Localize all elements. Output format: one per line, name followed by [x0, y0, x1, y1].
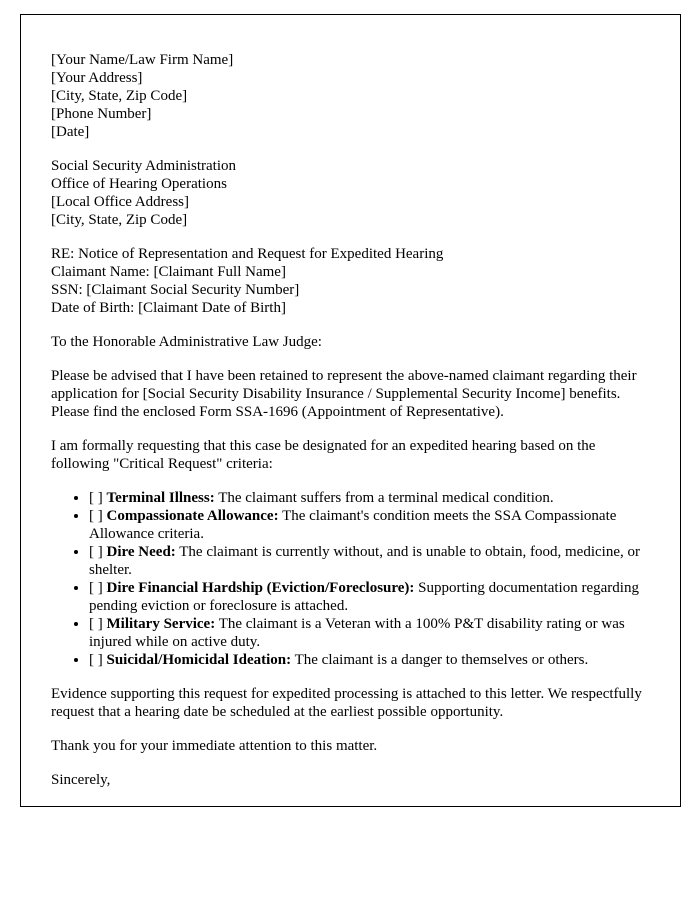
re-subject-block [51, 245, 650, 317]
salutation: To the Honorable Administrative Law Judge: [51, 334, 322, 350]
criterion-item [89, 543, 650, 579]
criterion-label: Military Service: [106, 616, 216, 632]
criterion-label: Dire Financial Hardship (Eviction/Foreclosure): [106, 580, 415, 596]
recipient-address-block [51, 157, 650, 229]
criterion-item [89, 579, 650, 615]
criterion-item [89, 615, 650, 651]
letter-line: [City, State, Zip Code] [51, 88, 188, 104]
letter-line: [City, State, Zip Code] [51, 212, 188, 228]
criterion-item [89, 507, 650, 543]
checkbox-placeholder: [ ] [89, 544, 103, 560]
criterion-label: Compassionate Allowance: [106, 508, 279, 524]
criterion-text: The claimant suffers from a terminal medical condition. [218, 490, 554, 506]
checkbox-placeholder: [ ] [89, 652, 103, 668]
criterion-item [89, 651, 650, 669]
letter-line: RE: Notice of Representation and Request for Expedited Hearing [51, 246, 444, 262]
criterion-text: The claimant's condition meets the SSA Compassionate Allowance criteria. [89, 508, 617, 542]
checkbox-placeholder: [ ] [89, 508, 103, 524]
paragraph-expedited-request: I am formally requesting that this case be designated for an expedited hearing based on the following "Critical Request" criteria: [51, 438, 596, 472]
criterion-text: The claimant is currently without, and is unable to obtain, food, medicine, or shelter. [89, 544, 640, 578]
criteria-list [51, 489, 650, 669]
letter-line: [Your Address] [51, 70, 143, 86]
paragraph-representation: Please be advised that I have been retained to represent the above-named claimant regarding their application for [Social Security Disability Insurance / Supplemental Security Income] benefits. Please find the enclosed Form SSA-1696 (Appointment of Representative). [51, 368, 637, 420]
criterion-text: The claimant is a danger to themselves or others. [294, 652, 589, 668]
criterion-item [89, 489, 650, 507]
sender-address-block [51, 51, 650, 141]
checkbox-placeholder: [ ] [89, 490, 103, 506]
criterion-text: Supporting documentation regarding pending eviction or foreclosure is attached. [89, 580, 639, 614]
criterion-label: Suicidal/Homicidal Ideation: [106, 652, 292, 668]
letter-line: [Phone Number] [51, 106, 152, 122]
letter-page [20, 14, 681, 807]
letter-line: SSN: [Claimant Social Security Number] [51, 282, 300, 298]
letter-line: [Date] [51, 124, 90, 140]
letter-line: Social Security Administration [51, 158, 236, 174]
signoff: Sincerely, [51, 772, 111, 788]
letter-line: Claimant Name: [Claimant Full Name] [51, 264, 286, 280]
criterion-label: Terminal Illness: [106, 490, 215, 506]
checkbox-placeholder: [ ] [89, 580, 103, 596]
checkbox-placeholder: [ ] [89, 616, 103, 632]
letter-line: [Local Office Address] [51, 194, 190, 210]
letter-line: [Your Name/Law Firm Name] [51, 52, 234, 68]
letter-line: Office of Hearing Operations [51, 176, 227, 192]
letter-line: Date of Birth: [Claimant Date of Birth] [51, 300, 286, 316]
paragraph-evidence: Evidence supporting this request for expedited processing is attached to this letter. We respectfully request that a hearing date be scheduled at the earliest possible opportunity. [51, 686, 642, 720]
paragraph-thanks: Thank you for your immediate attention to this matter. [51, 738, 378, 754]
criterion-text: The claimant is a Veteran with a 100% P&T disability rating or was injured while on active duty. [89, 616, 625, 650]
letter-body [21, 15, 680, 789]
criterion-label: Dire Need: [106, 544, 176, 560]
